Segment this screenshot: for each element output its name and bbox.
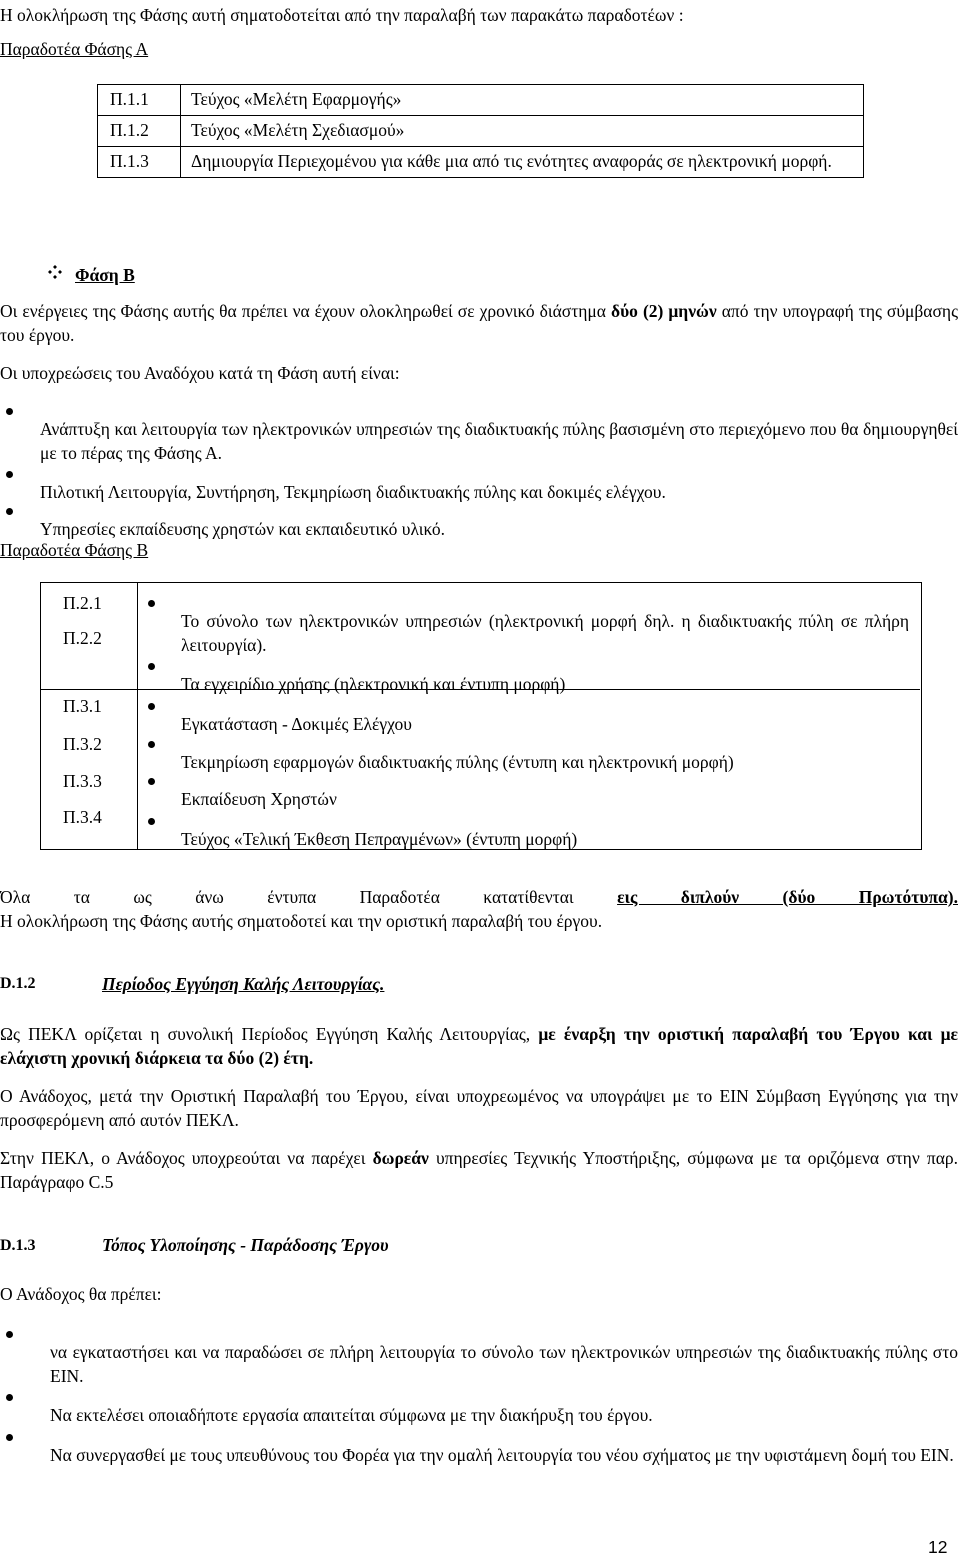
bullet-icon bbox=[6, 1394, 13, 1401]
bullet-icon bbox=[148, 778, 155, 785]
closing-line-2: Η ολοκλήρωση της Φάσης αυτής σηματοδοτεί και την οριστική παραλαβή του έργου. bbox=[0, 911, 603, 931]
section-title: Περίοδος Εγγύηση Καλής Λειτουργίας. bbox=[102, 974, 385, 994]
deliverable-text: Τεύχος «Μελέτη Σχεδιασμού» bbox=[181, 116, 864, 147]
text-span: Οι ενέργειες της Φάσης αυτής θα πρέπει να έχουν ολοκληρωθεί σε χρονικό διάστημα bbox=[0, 301, 611, 321]
table-row bbox=[98, 147, 864, 178]
bullet-icon bbox=[6, 508, 13, 515]
deliverables-a-title: Παραδοτέα Φάσης Α bbox=[0, 39, 149, 59]
deliverable-code: Π.3.4 bbox=[63, 807, 102, 827]
deliverable-text: Τεύχος «Τελική Έκθεση Πεπραγμένων» (έντυπη μορφή) bbox=[181, 828, 578, 849]
d12-paragraph-1 bbox=[0, 1022, 958, 1070]
phase-b-paragraph bbox=[0, 299, 958, 347]
obligations-intro: Οι υποχρεώσεις του Αναδόχου κατά τη Φάση αυτή είναι: bbox=[0, 363, 400, 383]
deliverable-code: Π.2.2 bbox=[63, 628, 102, 648]
list-item: να εγκαταστήσει και να παραδώσει σε πλήρη λειτουργία το σύνολο των ηλεκτρονικών υπηρεσιών της διαδικτυακής πύλης στο ΕΙΝ. bbox=[50, 1341, 958, 1386]
warranty-bold: με έναρξη την οριστική παραλαβή του Έργου και με ελάχιστη χρονική διάρκεια τα δύο (2) έτη. bbox=[0, 1024, 958, 1068]
list-item: Να εκτελέσει οποιαδήποτε εργασία απαιτείται σύμφωνα με την διακήρυξη του έργου. bbox=[50, 1404, 653, 1425]
bullet-icon bbox=[6, 1331, 13, 1338]
deliverables-b-title: Παραδοτέα Φάσης Β bbox=[0, 540, 149, 560]
table-row bbox=[98, 116, 864, 147]
bullet-icon bbox=[148, 741, 155, 748]
deliverable-text: Το σύνολο των ηλεκτρονικών υπηρεσιών (ηλεκτρονική μορφή δηλ. η διαδικτυακής πύλη σε πλήρη λειτουργία). bbox=[181, 610, 909, 655]
bullet-icon bbox=[148, 703, 155, 710]
bullet-icon bbox=[148, 663, 155, 670]
bullet-icon bbox=[6, 1434, 13, 1441]
text-span: από την υπογραφή της σύμβασης του έργου. bbox=[0, 301, 958, 345]
deliverable-code: Π.1.2 bbox=[98, 116, 181, 147]
diamond-bullet-icon bbox=[48, 265, 62, 279]
deliverable-code: Π.3.3 bbox=[63, 771, 102, 791]
text-span: Ως ΠΕΚΛ ορίζεται η συνολική Περίοδος Εγγύηση Καλής Λειτουργίας, bbox=[0, 1024, 539, 1044]
text-span: υπηρεσίες Τεχνικής Υποστήριξης, σύμφωνα με τα οριζόμενα στην παρ. Παράγραφο C.5 bbox=[0, 1148, 958, 1192]
deliverable-code: Π.1.1 bbox=[98, 85, 181, 116]
deliverable-text: Εγκατάσταση - Δοκιμές Ελέγχου bbox=[181, 713, 412, 734]
text-span: Όλα τα ως άνω έντυπα Παραδοτέα κατατίθενται bbox=[0, 887, 618, 907]
section-number: D.1.2 bbox=[0, 975, 36, 992]
deliverable-text: Δημιουργία Περιεχομένου για κάθε μια από τις ενότητες αναφοράς σε ηλεκτρονική μορφή. bbox=[181, 147, 864, 178]
list-item: Υπηρεσίες εκπαίδευσης χρηστών και εκπαιδευτικό υλικό. bbox=[40, 518, 446, 539]
table-row bbox=[98, 85, 864, 116]
deliverables-a-table bbox=[97, 84, 864, 178]
deliverable-code: Π.1.3 bbox=[98, 147, 181, 178]
section-title: Τόπος Υλοποίησης - Παράδοσης Έργου bbox=[102, 1235, 389, 1255]
bullet-icon bbox=[148, 818, 155, 825]
d13-intro: Ο Ανάδοχος θα πρέπει: bbox=[0, 1284, 162, 1304]
d12-paragraph-3 bbox=[0, 1146, 958, 1194]
bullet-icon bbox=[6, 471, 13, 478]
bullet-icon bbox=[6, 408, 13, 415]
page-number: 12 bbox=[928, 1537, 948, 1557]
closing-line bbox=[0, 885, 958, 909]
deliverable-text: Τεύχος «Μελέτη Εφαρμογής» bbox=[181, 85, 864, 116]
deliverable-text: Εκπαίδευση Χρηστών bbox=[181, 788, 337, 809]
bullet-icon bbox=[148, 600, 155, 607]
free-bold: δωρεάν bbox=[372, 1148, 429, 1168]
deliverable-text: Τα εγχειρίδιο χρήσης (ηλεκτρονική και έντυπη μορφή) bbox=[181, 673, 566, 694]
text-span: Στην ΠΕΚΛ, ο Ανάδοχος υποχρεούται να παρέχει bbox=[0, 1148, 373, 1168]
deliverable-text: Τεκμηρίωση εφαρμογών διαδικτυακής πύλης (έντυπη και ηλεκτρονική μορφή) bbox=[181, 751, 734, 772]
table-divider bbox=[137, 582, 138, 850]
list-item: Πιλοτική Λειτουργία, Συντήρηση, Τεκμηρίωση διαδικτυακής πύλης και δοκιμές ελέγχου. bbox=[40, 481, 666, 502]
intro-paragraph: Η ολοκλήρωση της Φάσης αυτή σηματοδοτείται από την παραλαβή των παρακάτω παραδοτέων : bbox=[0, 5, 684, 25]
list-item: Να συνεργασθεί με τους υπευθύνους του Φορέα για την ομαλή λειτουργία του νέου σχήματος με την υφιστάμενη δομή του ΕΙΝ. bbox=[50, 1444, 954, 1465]
deliverable-code: Π.3.2 bbox=[63, 734, 102, 754]
d12-paragraph-2: Ο Ανάδοχος, μετά την Οριστική Παραλαβή του Έργου, είναι υποχρεωμένος να υπογράψει με το ΕΙΝ Σύμβαση Εγγύησης για την προσφερόμενη από αυτόν ΠΕΚΛ. bbox=[0, 1086, 958, 1130]
duration-bold: δύο (2) μηνών bbox=[611, 301, 717, 321]
deliverable-code: Π.3.1 bbox=[63, 696, 102, 716]
phase-b-heading: Φάση Β bbox=[75, 265, 135, 285]
copies-underlined: εις διπλούν (δύο Πρωτότυπα). bbox=[617, 887, 958, 907]
list-item: Ανάπτυξη και λειτουργία των ηλεκτρονικών υπηρεσιών της διαδικτυακής πύλης βασισμένη στο περιεχόμενο που θα δημιουργηθεί με το πέρας της Φάσης Α. bbox=[40, 418, 958, 463]
deliverable-code: Π.2.1 bbox=[63, 593, 102, 613]
section-number: D.1.3 bbox=[0, 1237, 36, 1254]
